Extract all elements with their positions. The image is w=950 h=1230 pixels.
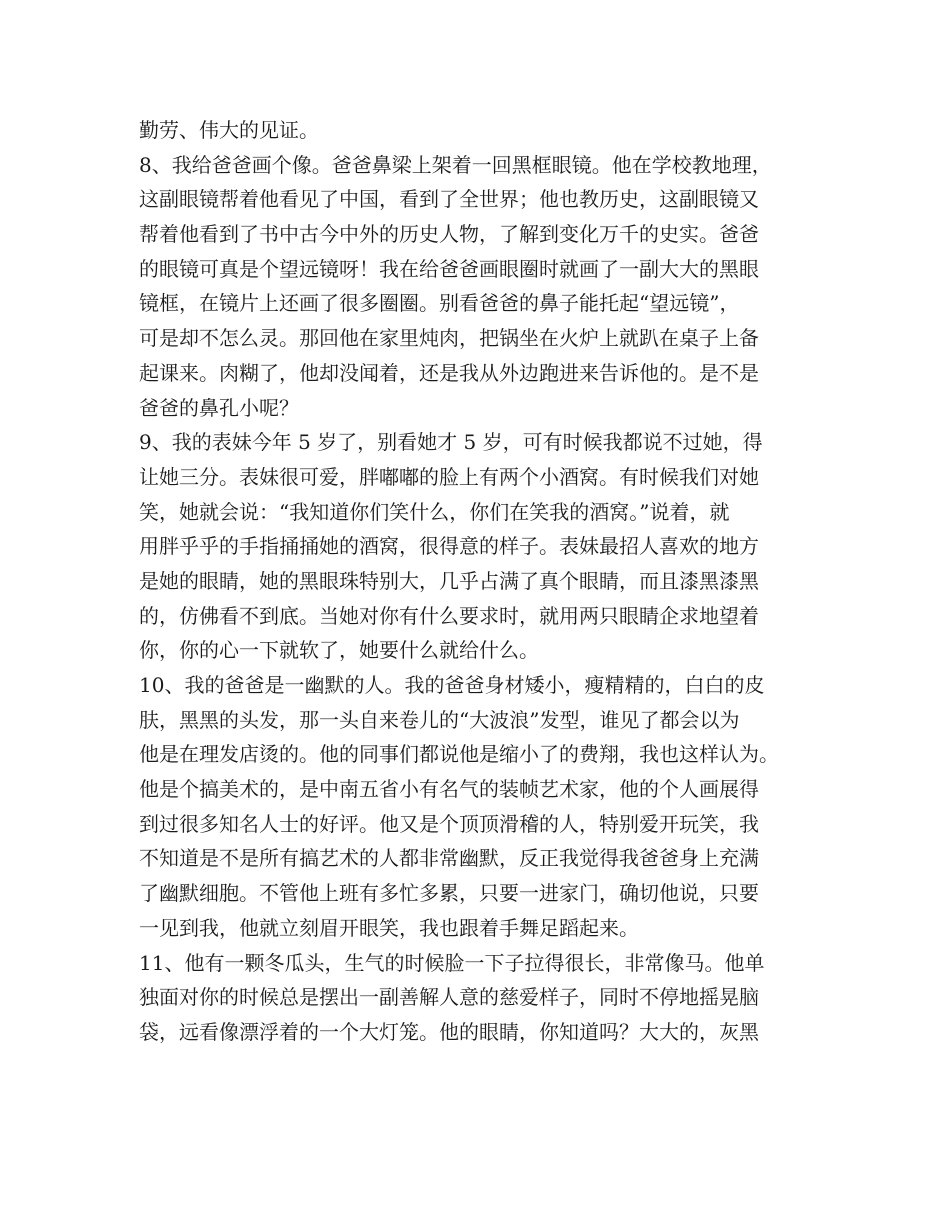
text-line: 9、我的表妹今年 5 岁了，别看她才 5 岁，可有时候我都说不过她，得 <box>139 430 763 455</box>
text-line: 爸爸的鼻孔小呢？ <box>139 395 299 420</box>
document-body <box>139 113 819 1050</box>
text-line: 的，仿佛看不到底。当她对你有什么要求时，就用两只眼睛企求地望着 <box>139 603 759 628</box>
text-line: 8、我给爸爸画个像。爸爸鼻梁上架着一回黑框眼镜。他在学校教地理， <box>139 152 772 177</box>
text-line: 他是在理发店烫的。他的同事们都说他是缩小了的费翔，我也这样认为。 <box>139 742 779 767</box>
text-line: 肤，黑黑的头发，那一头自来卷儿的“大波浪”发型，谁见了都会以为 <box>139 707 740 732</box>
text-line: 了幽默细胞。不管他上班有多忙多累，只要一进家门，确切他说，只要 <box>139 881 759 906</box>
text-line: 不知道是不是所有搞艺术的人都非常幽默，反正我觉得我爸爸身上充满 <box>139 846 759 871</box>
text-line: 他是个搞美术的，是中南五省小有名气的装帧艺术家，他的个人画展得 <box>139 777 759 802</box>
text-line: 帮着他看到了书中古今中外的历史人物，了解到变化万千的史实。爸爸 <box>139 222 759 247</box>
text-line: 让她三分。表妹很可爱，胖嘟嘟的脸上有两个小酒窝。有时候我们对她 <box>139 464 759 489</box>
text-line: 镜框，在镜片上还画了很多圈圈。别看爸爸的鼻子能托起“望远镜”， <box>139 291 740 316</box>
text-line: 袋，远看像漂浮着的一个大灯笼。他的眼睛，你知道吗？大大的，灰黑 <box>139 1019 759 1044</box>
text-line: 用胖乎乎的手指捅捅她的酒窝，很得意的样子。表妹最招人喜欢的地方 <box>139 534 759 559</box>
text-line: 这副眼镜帮着他看见了中国，看到了全世界；他也教历史，这副眼镜又 <box>139 187 759 212</box>
text-line: 勤劳、伟大的见证。 <box>139 118 319 142</box>
text-line: 可是却不怎么灵。那回他在家里炖肉，把锅坐在火炉上就趴在桌子上备 <box>139 326 759 351</box>
text-line: 10、我的爸爸是一幽默的人。我的爸爸身材矮小，瘦精精的，白白的皮 <box>139 673 765 697</box>
text-line: 笑，她就会说：“我知道你们笑什么，你们在笑我的酒窝。”说着，就 <box>139 499 730 524</box>
text-line: 到过很多知名人士的好评。他又是个顶顶滑稽的人，特别爱开玩笑，我 <box>139 811 759 836</box>
text-line: 11、他有一颗冬瓜头，生气的时候脸一下子拉得很长，非常像马。他单 <box>139 950 765 975</box>
text-line: 起课来。肉糊了，他却没闻着，还是我从外边跑进来告诉他的。是不是 <box>139 360 759 385</box>
text-line: 是她的眼睛，她的黑眼珠特别大，几乎占满了真个眼睛，而且漆黑漆黑 <box>139 568 759 593</box>
text-line: 你，你的心一下就软了，她要什么就给什么。 <box>139 638 539 663</box>
text-line: 独面对你的时候总是摆出一副善解人意的慈爱样子，同时不停地摇晃脑 <box>139 985 759 1010</box>
text-line: 一见到我，他就立刻眉开眼笑，我也跟着手舞足蹈起来。 <box>139 915 639 940</box>
text-line: 的眼镜可真是个望远镜呀！我在给爸爸画眼圈时就画了一副大大的黑眼 <box>139 256 759 281</box>
